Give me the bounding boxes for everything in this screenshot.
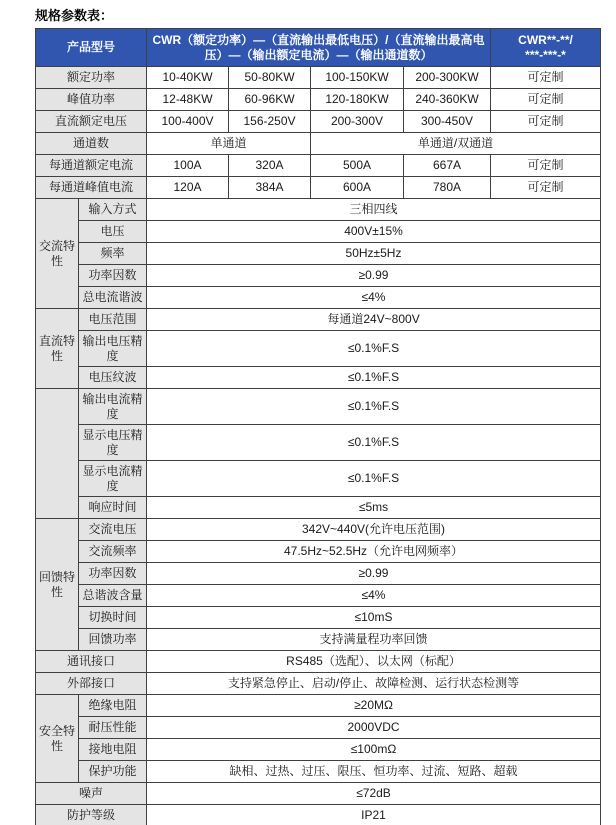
- table-row: [36, 111, 601, 133]
- table-row: [36, 739, 601, 761]
- value-cell: 120-180KW: [311, 89, 404, 111]
- value-cell: ≥0.99: [147, 265, 601, 287]
- custom-model-header: [491, 29, 601, 67]
- value-cell: 60-96KW: [229, 89, 311, 111]
- value-cell: 47.5Hz~52.5Hz（允许电网频率）: [147, 541, 601, 563]
- row-label: 电压: [79, 221, 147, 243]
- value-cell: ≤4%: [147, 585, 601, 607]
- table-row: [36, 89, 601, 111]
- value-cell: ≥20MΩ: [147, 695, 601, 717]
- value-cell: 可定制: [491, 111, 601, 133]
- value-cell: 可定制: [491, 89, 601, 111]
- value-cell: ≤0.1%F.S: [147, 367, 601, 389]
- table-row: [36, 519, 601, 541]
- page-title: 规格参数表：: [35, 8, 114, 23]
- table-row: [36, 389, 601, 425]
- value-cell: 200-300KW: [404, 67, 491, 89]
- row-label: 响应时间: [79, 497, 147, 519]
- row-label: 接地电阻: [79, 739, 147, 761]
- row-label: 通讯接口: [36, 651, 147, 673]
- value-cell: RS485（选配）、以太网（标配）: [147, 651, 601, 673]
- value-cell: ≤0.1%F.S: [147, 425, 601, 461]
- table-row: [36, 309, 601, 331]
- table-row: [36, 629, 601, 651]
- row-label: 显示电流精度: [79, 461, 147, 497]
- table-row: [36, 651, 601, 673]
- group-cell: 直流特性: [36, 309, 79, 389]
- table-row: [36, 607, 601, 629]
- table-row: [36, 425, 601, 461]
- value-cell: 可定制: [491, 155, 601, 177]
- table-row: [36, 367, 601, 389]
- row-label: 回馈功率: [79, 629, 147, 651]
- value-cell: ≤72dB: [147, 783, 601, 805]
- value-cell: 12-48KW: [147, 89, 229, 111]
- header-row: [36, 29, 601, 67]
- row-label: 总电流谐波: [79, 287, 147, 309]
- group-cell: 交流特性: [36, 199, 79, 309]
- row-label: 输出电流精度: [79, 389, 147, 425]
- value-cell: 600A: [311, 177, 404, 199]
- value-cell: 500A: [311, 155, 404, 177]
- spec-table-body: [36, 29, 601, 825]
- value-cell: 342V~440V(允许电压范围): [147, 519, 601, 541]
- value-cell: 100-400V: [147, 111, 229, 133]
- row-label: 保护功能: [79, 761, 147, 783]
- row-label: 切换时间: [79, 607, 147, 629]
- value-cell: 120A: [147, 177, 229, 199]
- table-row: [36, 497, 601, 519]
- row-label: 通道数: [36, 133, 147, 155]
- value-cell: 50-80KW: [229, 67, 311, 89]
- value-cell: 2000VDC: [147, 717, 601, 739]
- table-row: [36, 67, 601, 89]
- row-label: 频率: [79, 243, 147, 265]
- row-label: 耐压性能: [79, 717, 147, 739]
- table-row: [36, 177, 601, 199]
- table-row: [36, 783, 601, 805]
- value-cell: ≤0.1%F.S: [147, 461, 601, 497]
- row-label: 电压范围: [79, 309, 147, 331]
- value-cell: 可定制: [491, 67, 601, 89]
- row-label: 直流额定电压: [36, 111, 147, 133]
- table-row: [36, 155, 601, 177]
- table-row: [36, 541, 601, 563]
- custom-model-line2: ***-***-*: [525, 47, 566, 62]
- value-cell: 单通道/双通道: [311, 133, 601, 155]
- row-label: 防护等级: [36, 805, 147, 825]
- value-cell: 可定制: [491, 177, 601, 199]
- product-model-header: 产品型号: [36, 29, 147, 67]
- group-cell: 回馈特性: [36, 519, 79, 651]
- value-cell: 单通道: [147, 133, 311, 155]
- table-row: [36, 287, 601, 309]
- row-label: 电压纹波: [79, 367, 147, 389]
- value-cell: 50Hz±5Hz: [147, 243, 601, 265]
- table-row: [36, 221, 601, 243]
- value-cell: 240-360KW: [404, 89, 491, 111]
- table-row: [36, 805, 601, 825]
- table-row: [36, 673, 601, 695]
- table-row: [36, 331, 601, 367]
- table-row: [36, 717, 601, 739]
- value-cell: 780A: [404, 177, 491, 199]
- value-cell: ≤5ms: [147, 497, 601, 519]
- value-cell: 三相四线: [147, 199, 601, 221]
- row-label: 峰值功率: [36, 89, 147, 111]
- group-cell: [36, 389, 79, 519]
- row-label: 额定功率: [36, 67, 147, 89]
- row-label: 输入方式: [79, 199, 147, 221]
- row-label: 显示电压精度: [79, 425, 147, 461]
- row-label: 每通道峰值电流: [36, 177, 147, 199]
- value-cell: ≤4%: [147, 287, 601, 309]
- value-cell: 支持紧急停止、启动/停止、故障检测、运行状态检测等: [147, 673, 601, 695]
- value-cell: IP21: [147, 805, 601, 825]
- value-cell: 667A: [404, 155, 491, 177]
- table-row: [36, 133, 601, 155]
- row-label: 每通道额定电流: [36, 155, 147, 177]
- table-row: [36, 563, 601, 585]
- table-row: [36, 243, 601, 265]
- row-label: 输出电压精度: [79, 331, 147, 367]
- row-label: 功率因数: [79, 563, 147, 585]
- value-cell: 400V±15%: [147, 221, 601, 243]
- custom-model-line1: CWR**-**/: [518, 32, 573, 47]
- value-cell: 缺相、过热、过压、限压、恒功率、过流、短路、超载: [147, 761, 601, 783]
- value-cell: ≤10mS: [147, 607, 601, 629]
- value-cell: ≤0.1%F.S: [147, 389, 601, 425]
- table-row: [36, 695, 601, 717]
- value-cell: 200-300V: [311, 111, 404, 133]
- value-cell: ≤100mΩ: [147, 739, 601, 761]
- value-cell: 384A: [229, 177, 311, 199]
- row-label: 外部接口: [36, 673, 147, 695]
- value-cell: 100A: [147, 155, 229, 177]
- value-cell: 100-150KW: [311, 67, 404, 89]
- row-label: 总谐波含量: [79, 585, 147, 607]
- table-row: [36, 199, 601, 221]
- row-label: 绝缘电阻: [79, 695, 147, 717]
- row-label: 交流频率: [79, 541, 147, 563]
- value-cell: 10-40KW: [147, 67, 229, 89]
- value-cell: ≥0.99: [147, 563, 601, 585]
- row-label: 交流电压: [79, 519, 147, 541]
- model-format-header: CWR（额定功率）—（直流输出最低电压）/（直流输出最高电压）—（输出额定电流）—（输出通道数）: [147, 29, 491, 67]
- table-row: [36, 265, 601, 287]
- value-cell: 每通道24V~800V: [147, 309, 601, 331]
- value-cell: 320A: [229, 155, 311, 177]
- spec-table: [35, 28, 601, 825]
- value-cell: ≤0.1%F.S: [147, 331, 601, 367]
- table-row: [36, 585, 601, 607]
- table-row: [36, 461, 601, 497]
- row-label: 功率因数: [79, 265, 147, 287]
- row-label: 噪声: [36, 783, 147, 805]
- value-cell: 156-250V: [229, 111, 311, 133]
- table-row: [36, 761, 601, 783]
- value-cell: 300-450V: [404, 111, 491, 133]
- group-cell: 安全特性: [36, 695, 79, 783]
- value-cell: 支持满量程功率回馈: [147, 629, 601, 651]
